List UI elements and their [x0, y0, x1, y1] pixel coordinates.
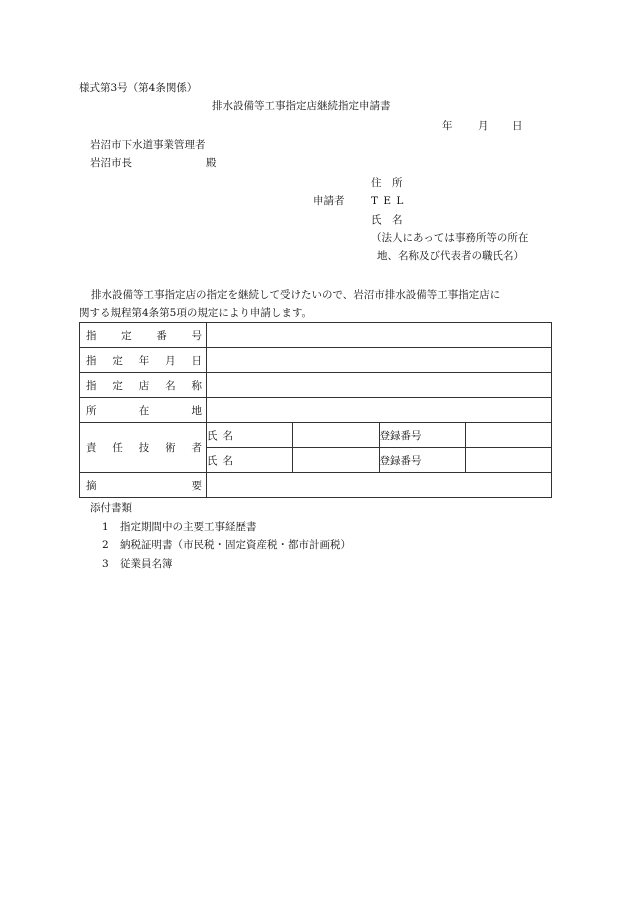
label-responsible-engineer: 責 任 技 術 者 [80, 423, 207, 473]
location-field[interactable] [207, 398, 552, 423]
date-year: 年 [442, 120, 453, 132]
applicant-tel-label: T E L [371, 195, 405, 207]
engineer-2-name-label: 氏 名 [207, 448, 293, 473]
engineer-2-reg-field[interactable] [465, 448, 551, 473]
label-remarks: 摘 要 [80, 473, 207, 498]
attachment-2-text: 納税証明書（市民税・固定資産税・都市計画税） [120, 539, 351, 551]
form-number: 様式第3号（第4条関係） [79, 82, 198, 94]
attachment-3-number: 3 [102, 558, 109, 570]
honorific: 殿 [206, 157, 217, 169]
date-day: 日 [512, 120, 523, 132]
engineer-1-reg-field[interactable] [465, 423, 551, 448]
remarks-field[interactable] [207, 473, 552, 498]
label-location: 所 在 地 [80, 398, 207, 423]
date-month: 月 [478, 120, 489, 132]
attachment-2-number: 2 [102, 539, 109, 551]
label-designation-number: 指 定 番 号 [80, 323, 207, 348]
label-designation-date: 指 定 年 月 日 [80, 348, 207, 373]
engineer-1-name-label: 氏 名 [207, 423, 293, 448]
applicant-note-line2: 地、名称及び代表者の職氏名） [377, 250, 524, 262]
body-line-1: 排水設備等工事指定店の指定を継続して受けたいので、岩沼市排水設備等工事指定店に [91, 289, 501, 301]
applicant-label: 申請者 [313, 195, 345, 207]
designation-number-field[interactable] [207, 323, 552, 348]
engineer-2-reg-label: 登録番号 [379, 448, 465, 473]
attachments-heading: 添付書類 [90, 502, 132, 514]
row-remarks [80, 473, 552, 498]
applicant-address-label: 住 所 [371, 177, 403, 189]
label-store-name: 指 定 店 名 称 [80, 373, 207, 398]
store-name-field[interactable] [207, 373, 552, 398]
application-table [79, 322, 552, 498]
attachment-1-number: 1 [102, 521, 109, 533]
document-title: 排水設備等工事指定店継続指定申請書 [212, 100, 391, 112]
addressee-mayor: 岩沼市長 [90, 157, 132, 169]
engineer-1-reg-label: 登録番号 [379, 423, 465, 448]
applicant-note-line1: （法人にあっては事務所等の所在 [371, 232, 529, 244]
row-designation-number [80, 323, 552, 348]
applicant-name-label: 氏 名 [371, 214, 403, 226]
designation-date-field[interactable] [207, 348, 552, 373]
row-designation-date [80, 348, 552, 373]
engineer-2-name-field[interactable] [293, 448, 379, 473]
row-engineer-1 [80, 423, 552, 448]
attachment-3-text: 従業員名簿 [120, 558, 173, 570]
body-line-2: 関する規程第4条第5項の規定により申請します。 [79, 307, 313, 319]
row-store-name [80, 373, 552, 398]
engineer-1-name-field[interactable] [293, 423, 379, 448]
row-location [80, 398, 552, 423]
addressee-manager: 岩沼市下水道事業管理者 [90, 139, 206, 151]
attachment-1-text: 指定期間中の主要工事経歴書 [120, 521, 257, 533]
